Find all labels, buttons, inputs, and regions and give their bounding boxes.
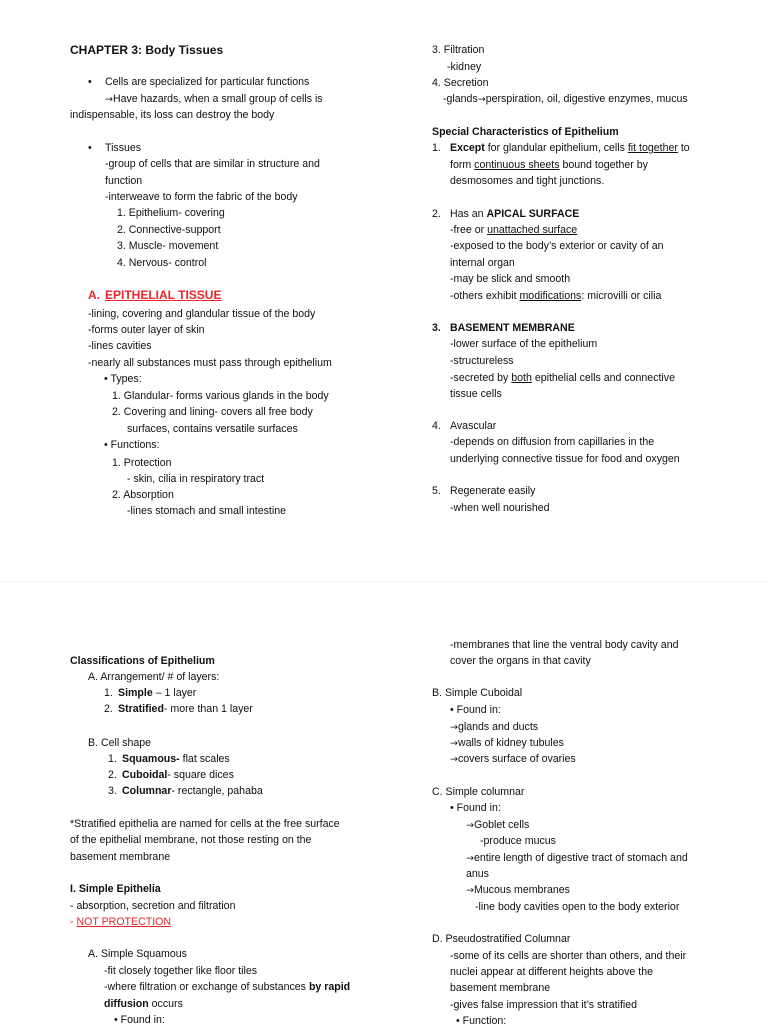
membranes-line: cover the organs in that cavity [450,655,591,667]
cuboidal-location: →walls of kidney tubules [450,737,564,749]
function-item: 2. Absorption [112,489,174,501]
tissues-line: -interweave to form the fabric of the body [105,191,298,203]
tissue-type-item: 4. Nervous- control [117,257,207,269]
simple-squamous-line: -where filtration or exchange of substances by rapid [104,981,351,993]
simple-columnar-title: C. Simple columnar [432,786,525,798]
types-label: • Types: [104,373,142,385]
pseudostratified-line: basement membrane [450,982,551,994]
tissue-type-item: 1. Epithelium- covering [117,207,225,219]
type-item: 1. Glandular- forms various glands in the body [112,390,329,402]
squamous-shape: Squamous- flat scales [122,753,230,765]
stratified-note: basement membrane [70,851,171,863]
char-3-line: -lower surface of the epithelium [450,338,598,350]
simple-epithelia-line: - absorption, secretion and filtration [70,900,236,912]
tissue-type-item: 2. Connective-support [117,224,221,236]
columnar-detail: -produce mucus [480,835,556,847]
cells-bullet: Cells are specialized for particular functions [105,76,310,88]
list-number: 2. [104,703,113,715]
char-2-line: -others exhibit modifications: microvilli or cilia [450,290,662,302]
char-2-title: Has an APICAL SURFACE [450,208,580,220]
char-2-line: -free or unattached surface [450,224,578,236]
tissue-type-item: 3. Muscle- movement [117,240,219,252]
epithelial-line: -lines cavities [88,340,152,352]
found-in-label: • Found in: [114,1014,165,1026]
arrangement-item: A. Arrangement/ # of layers: [88,671,220,683]
epithelial-line: -nearly all substances must pass through epithelium [88,357,332,369]
columnar-location-cont: anus [466,868,489,880]
columnar-location: →Goblet cells [466,819,530,831]
list-number: 2. [108,769,117,781]
cuboidal-location: →glands and ducts [450,721,539,733]
char-3-title: BASEMENT MEMBRANE [450,322,575,334]
char-3-line: -secreted by both epithelial cells and connective [450,372,675,384]
secretion-detail: -glands→perspiration, oil, digestive enzymes, mucus [443,93,688,105]
char-2-line: internal organ [450,257,515,269]
function-detail: - skin, cilia in respiratory tract [127,473,265,485]
arrow-icon: → [450,722,458,733]
epithelial-line: -lining, covering and glandular tissue of the body [88,308,316,320]
type-item: 2. Covering and lining- covers all free body [112,406,313,418]
cells-hazard-line: →Have hazards, when a small group of cells is [105,93,323,105]
function-label: • Function: [456,1015,507,1027]
function-detail: -lines stomach and small intestine [127,505,286,517]
char-1-line: form continuous sheets bound together by [450,159,648,171]
functions-label: • Functions: [104,439,160,451]
arrow-icon: → [450,738,458,749]
stratified-note: of the epithelial membrane, not those resting on the [70,834,312,846]
columnar-shape: Columnar- rectangle, pahaba [122,785,263,797]
special-heading: Special Characteristics of Epithelium [432,126,619,138]
arrow-icon: → [105,94,113,105]
found-in-label: • Found in: [450,802,501,814]
section-letter: A. [88,288,100,302]
pseudostratified-line: nuclei appear at different heights above the [450,966,653,978]
stratified-note: *Stratified epithelia are named for cells at the free surface [70,818,340,830]
char-3-line: tissue cells [450,388,502,400]
simple-squamous-line: diffusion occurs [104,998,183,1010]
simple-epithelia-heading: I. Simple Epithelia [70,883,161,895]
tissues-line: -group of cells that are similar in structure and [105,158,320,170]
columnar-location: →Mucous membranes [466,884,570,896]
char-5-line: -when well nourished [450,502,550,514]
arrow-icon: → [450,754,458,765]
list-number: 3. [108,785,117,797]
stratified-layer: Stratified- more than 1 layer [118,703,253,715]
classifications-heading: Classifications of Epithelium [70,655,215,667]
type-item-cont: surfaces, contains versatile surfaces [127,423,298,435]
char-5-title: Regenerate easily [450,485,536,497]
arrow-icon: → [477,94,486,105]
filtration-detail: -kidney [447,61,482,73]
list-number: 1. [108,753,117,765]
chapter-title: CHAPTER 3: Body Tissues [70,43,224,57]
not-protection-line: - NOT PROTECTION [70,916,172,928]
list-number: 4. [432,420,441,432]
list-number: 3. [432,322,441,334]
list-number: 5. [432,485,441,497]
arrow-icon: → [466,820,474,831]
bullet: • [88,76,92,88]
char-3-line: -structureless [450,355,514,367]
section-title-epithelial: EPITHELIAL TISSUE [105,288,222,302]
char-1-line: Except for glandular epithelium, cells fit together to [450,142,690,154]
columnar-location: →entire length of digestive tract of stomach and [466,852,688,864]
cells-hazard-line-2: indispensable, its loss can destroy the body [70,109,275,121]
page-divider [0,581,768,582]
secretion-item: 4. Secretion [432,77,489,89]
char-2-line: -may be slick and smooth [450,273,571,285]
arrow-icon: → [466,853,474,864]
list-number: 1. [104,687,113,699]
function-item: 1. Protection [112,457,172,469]
cuboidal-location: →covers surface of ovaries [450,753,576,765]
simple-layer: Simple – 1 layer [118,687,197,699]
char-1-line: desmosomes and tight junctions. [450,175,605,187]
list-number: 2. [432,208,441,220]
bullet: • [88,142,92,154]
pseudostratified-line: -gives false impression that it’s stratified [450,999,638,1011]
simple-squamous-title: A. Simple Squamous [88,948,187,960]
char-4-line: -depends on diffusion from capillaries in the [450,436,655,448]
cell-shape-item: B. Cell shape [88,737,152,749]
simple-squamous-line: -fit closely together like floor tiles [104,965,258,977]
filtration-item: 3. Filtration [432,44,485,56]
simple-cuboidal-title: B. Simple Cuboidal [432,687,523,699]
arrow-icon: → [466,885,474,896]
epithelial-line: -forms outer layer of skin [88,324,205,336]
char-2-line: -exposed to the body’s exterior or cavity of an [450,240,664,252]
pseudostratified-title: D. Pseudostratified Columnar [432,933,571,945]
char-4-line: underlying connective tissue for food and oxygen [450,453,680,465]
list-number: 1. [432,142,441,154]
char-4-title: Avascular [450,420,497,432]
tissues-bullet: Tissues [105,142,142,154]
membranes-line: -membranes that line the ventral body cavity and [450,639,679,651]
found-in-label: • Found in: [450,704,501,716]
tissues-line: function [105,175,143,187]
columnar-detail: -line body cavities open to the body exterior [475,901,680,913]
pseudostratified-line: -some of its cells are shorter than others, and their [450,950,687,962]
cuboidal-shape: Cuboidal- square dices [122,769,234,781]
